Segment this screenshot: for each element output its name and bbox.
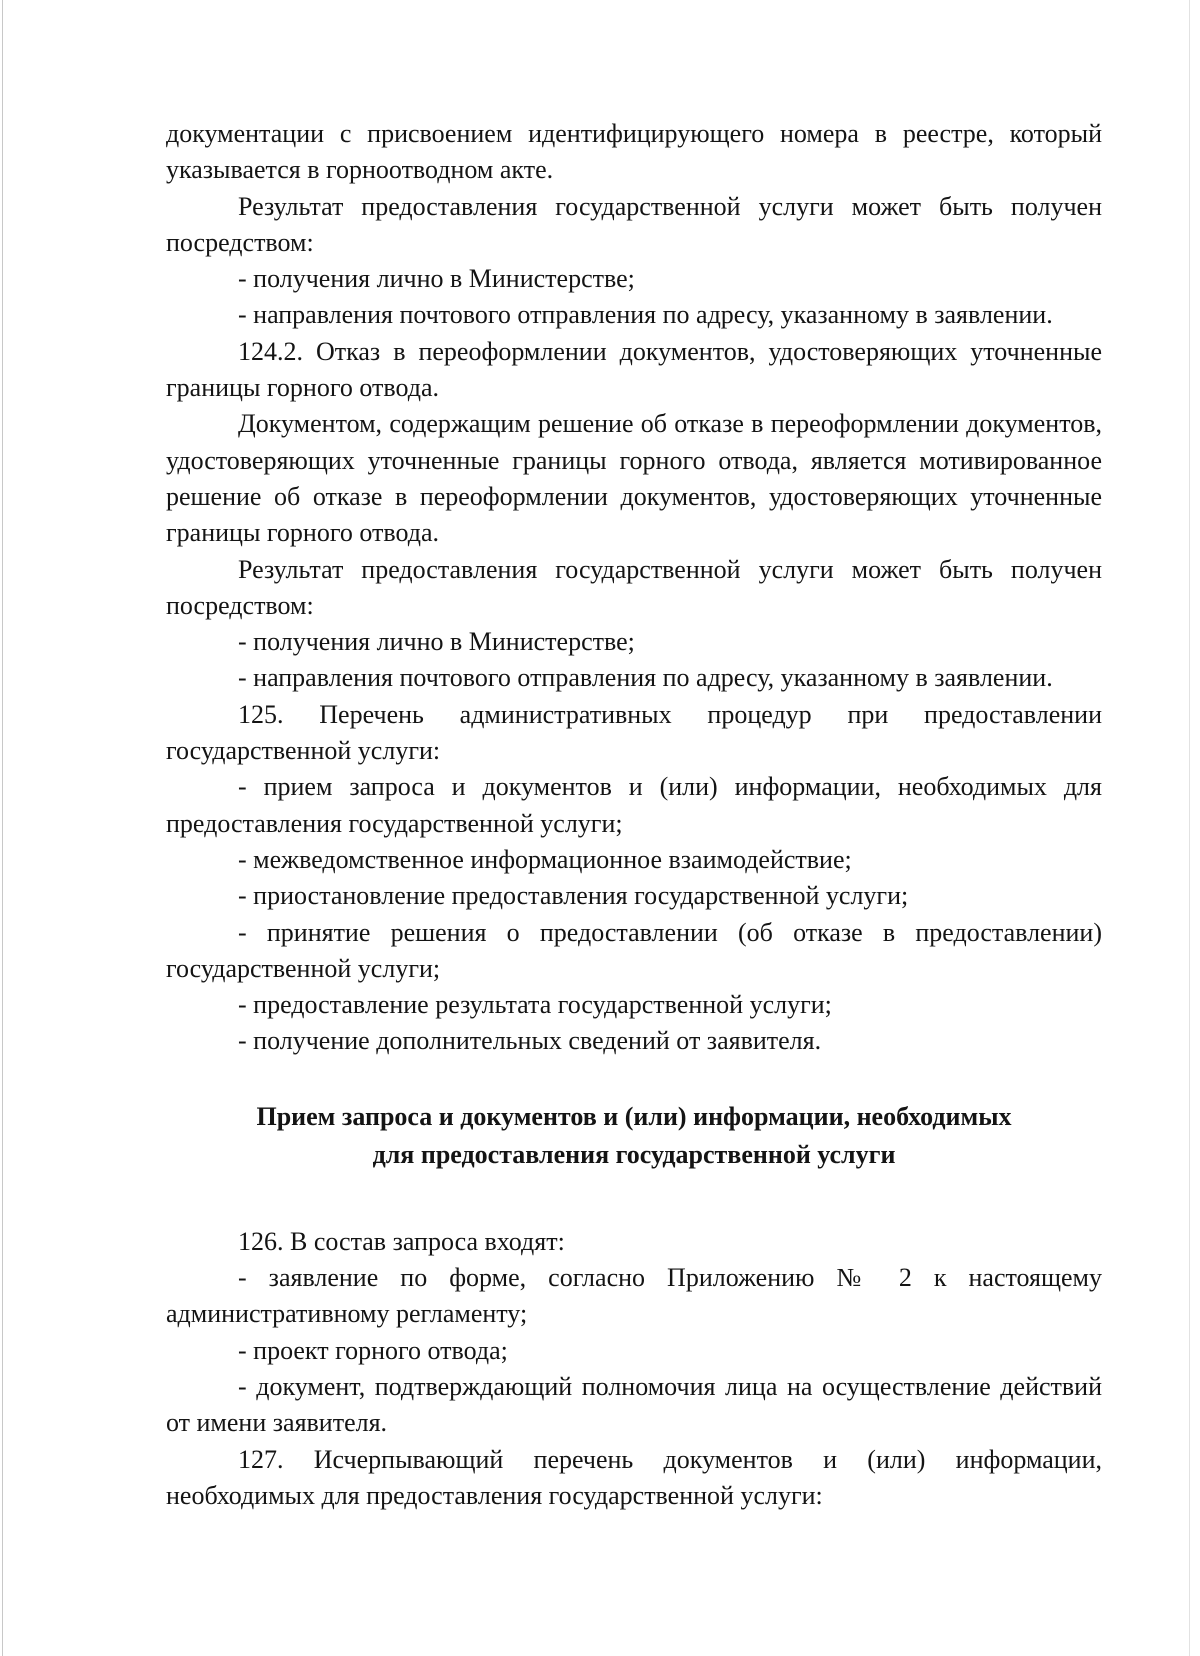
paragraph-126: 126. В состав запроса входят: xyxy=(238,1226,565,1256)
list-item: - межведомственное информационное взаимодействие; xyxy=(238,844,852,874)
scan-left-edge xyxy=(2,0,3,1656)
section-heading-line-1: Прием запроса и документов и (или) информации, необходимых xyxy=(256,1101,1012,1131)
list-item: - прием запроса и документов и (или) информации, необходимых для предоставления государственной услуги; xyxy=(166,772,1102,838)
paragraph-125: 125. Перечень административных процедур при предоставлении государственной услуги: xyxy=(166,699,1102,766)
scan-right-edge xyxy=(1189,0,1190,1656)
section-heading-line-2: для предоставления государственной услуги xyxy=(372,1139,896,1169)
document-body xyxy=(166,116,1102,1514)
paragraph: Результат предоставления государственной услуги может быть получен посредством: xyxy=(166,554,1102,620)
list-item: - направления почтового отправления по адресу, указанному в заявлении. xyxy=(238,300,1053,330)
list-item: - получения лично в Министерстве; xyxy=(238,264,635,294)
list-item: - получения лично в Министерстве; xyxy=(238,627,635,657)
list-item: - получение дополнительных сведений от заявителя. xyxy=(238,1026,822,1056)
paragraph: Документом, содержащим решение об отказе в переоформлении документов, удостоверяющих уточненные границы горного отвода, является мотивированное решение об отказе в переоформлении документов, удостоверяющих уточненные границы горного отвода. xyxy=(166,409,1102,548)
section-heading xyxy=(166,1098,1102,1174)
paragraph-124-2: 124.2. Отказ в переоформлении документов, удостоверяющих уточненные границы горного отвода. xyxy=(166,336,1102,403)
paragraph: Результат предоставления государственной услуги может быть получен посредством: xyxy=(166,191,1102,257)
list-item: - принятие решения о предоставлении (об отказе в предоставлении) государственной услуги; xyxy=(166,917,1102,983)
list-item: - проект горного отвода; xyxy=(238,1335,508,1365)
list-item: - направления почтового отправления по адресу, указанному в заявлении. xyxy=(238,663,1053,693)
paragraph-127: 127. Исчерпывающий перечень документов и (или) информации, необходимых для предоставления государственной услуги: xyxy=(166,1444,1102,1510)
list-item: - предоставление результата государственной услуги; xyxy=(238,990,832,1020)
list-item: - документ, подтверждающий полномочия лица на осуществление действий от имени заявителя. xyxy=(166,1371,1102,1438)
paragraph-continuation: документации с присвоением идентифицирующего номера в реестре, который указывается в горноотводном акте. xyxy=(166,119,1102,185)
list-item: - приостановление предоставления государственной услуги; xyxy=(238,881,909,911)
list-item: - заявление по форме, согласно Приложению № 2 к настоящему административному регламенту; xyxy=(166,1263,1102,1329)
